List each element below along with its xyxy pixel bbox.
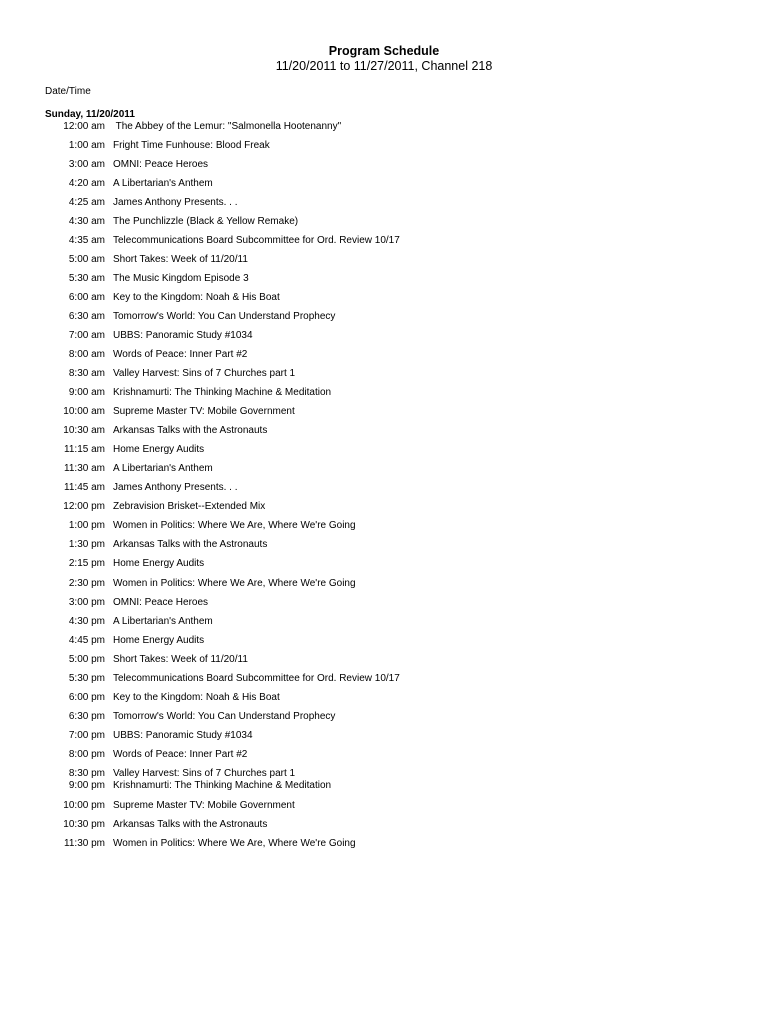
schedule-program: Short Takes: Week of 11/20/11: [113, 654, 248, 665]
schedule-time: 9:00 am: [68, 387, 105, 398]
schedule-program: A Libertarian's Anthem: [113, 463, 213, 474]
schedule-time: 1:00 am: [68, 140, 105, 151]
schedule-program: The Abbey of the Lemur: "Salmonella Hootenanny": [113, 121, 342, 132]
schedule-row: [0, 368, 768, 380]
schedule-row: [0, 463, 768, 475]
schedule-time: 7:00 am: [68, 330, 105, 341]
schedule-program: Words of Peace: Inner Part #2: [113, 349, 248, 360]
schedule-program: Tomorrow's World: You Can Understand Prophecy: [113, 311, 336, 322]
schedule-row: [0, 749, 768, 761]
schedule-row: [0, 520, 768, 532]
schedule-program: Arkansas Talks with the Astronauts: [113, 539, 268, 550]
schedule-time: 7:00 pm: [68, 730, 105, 741]
schedule-time: 10:30 pm: [63, 819, 105, 830]
schedule-row: [0, 654, 768, 666]
schedule-row: [0, 597, 768, 609]
schedule-time: 3:00 am: [68, 159, 105, 170]
schedule-program: Fright Time Funhouse: Blood Freak: [113, 140, 270, 151]
schedule-time: 4:35 am: [68, 235, 105, 246]
schedule-time: 5:00 am: [68, 254, 105, 265]
schedule-time: 8:30 am: [68, 368, 105, 379]
schedule-time: 4:30 am: [68, 216, 105, 227]
schedule-time: 11:15 am: [64, 444, 105, 455]
schedule-program: Telecommunications Board Subcommittee for Ord. Review 10/17: [113, 673, 400, 684]
schedule-time: 2:15 pm: [68, 558, 105, 569]
schedule-time: 4:25 am: [68, 197, 105, 208]
schedule-time: 12:00 am: [63, 121, 105, 132]
schedule-time: 9:00 pm: [68, 780, 105, 791]
schedule-row: [0, 311, 768, 323]
schedule-time: 8:30 pm: [68, 768, 105, 779]
schedule-program: OMNI: Peace Heroes: [113, 597, 209, 608]
schedule-row: [0, 235, 768, 247]
schedule-program: Words of Peace: Inner Part #2: [113, 749, 248, 760]
schedule-program: OMNI: Peace Heroes: [113, 159, 209, 170]
schedule-time: 6:00 am: [68, 292, 105, 303]
schedule-row: [0, 780, 768, 792]
schedule-program: Home Energy Audits: [113, 558, 205, 569]
schedule-time: 5:30 am: [68, 273, 105, 284]
schedule-row: [0, 838, 768, 850]
schedule-time: 5:30 pm: [68, 673, 105, 684]
schedule-program: Home Energy Audits: [113, 635, 205, 646]
schedule-row: [0, 692, 768, 704]
schedule-time: 10:30 am: [63, 425, 105, 436]
schedule-program: Krishnamurti: The Thinking Machine & Meditation: [113, 387, 332, 398]
schedule-time: 4:20 am: [68, 178, 105, 189]
schedule-program: The Punchlizzle (Black & Yellow Remake): [113, 216, 299, 227]
schedule-row: [0, 159, 768, 171]
schedule-program: Telecommunications Board Subcommittee for Ord. Review 10/17: [113, 235, 400, 246]
schedule-time: 8:00 pm: [68, 749, 105, 760]
schedule-program: UBBS: Panoramic Study #1034: [113, 730, 253, 741]
schedule-time: 6:30 am: [68, 311, 105, 322]
schedule-time: 10:00 pm: [63, 800, 105, 811]
schedule-program: Tomorrow's World: You Can Understand Prophecy: [113, 711, 336, 722]
schedule-program: James Anthony Presents. . .: [113, 197, 238, 208]
schedule-program: Supreme Master TV: Mobile Government: [113, 800, 295, 811]
schedule-time: 12:00 pm: [63, 501, 105, 512]
schedule-time: 11:45 am: [64, 482, 105, 493]
schedule-row: [0, 819, 768, 831]
schedule-time: 6:30 pm: [68, 711, 105, 722]
schedule-time: 11:30 am: [64, 463, 105, 474]
schedule-time: 8:00 am: [68, 349, 105, 360]
schedule-row: [0, 121, 768, 133]
schedule-program: Women in Politics: Where We Are, Where We're Going: [113, 838, 356, 849]
schedule-time: 5:00 pm: [68, 654, 105, 665]
schedule-program: Arkansas Talks with the Astronauts: [113, 819, 268, 830]
schedule-program: The Music Kingdom Episode 3: [113, 273, 249, 284]
page-title: Program Schedule: [328, 44, 440, 58]
schedule-program: Krishnamurti: The Thinking Machine & Meditation: [113, 780, 332, 791]
schedule-row: [0, 197, 768, 209]
schedule-program: James Anthony Presents. . .: [113, 482, 238, 493]
schedule-time: 3:00 pm: [68, 597, 105, 608]
schedule-program: Key to the Kingdom: Noah & His Boat: [113, 292, 280, 303]
schedule-row: [0, 292, 768, 304]
schedule-row: [0, 539, 768, 551]
schedule-row: [0, 387, 768, 399]
schedule-program: Valley Harvest: Sins of 7 Churches part 1: [113, 368, 296, 379]
schedule-row: [0, 254, 768, 266]
schedule-program: Supreme Master TV: Mobile Government: [113, 406, 295, 417]
schedule-program: Women in Politics: Where We Are, Where We're Going: [113, 520, 356, 531]
schedule-row: [0, 711, 768, 723]
schedule-program: A Libertarian's Anthem: [113, 178, 213, 189]
schedule-program: Short Takes: Week of 11/20/11: [113, 254, 248, 265]
schedule-program: Women in Politics: Where We Are, Where We're Going: [113, 578, 356, 589]
schedule-program: Valley Harvest: Sins of 7 Churches part 1: [113, 768, 296, 779]
schedule-program: Zebravision Brisket--Extended Mix: [113, 501, 266, 512]
schedule-row: [0, 482, 768, 494]
schedule-row: [0, 730, 768, 742]
schedule-row: [0, 425, 768, 437]
schedule-row: [0, 768, 768, 780]
schedule-row: [0, 578, 768, 590]
schedule-row: [0, 616, 768, 628]
schedule-row: [0, 216, 768, 228]
schedule-time: 1:00 pm: [68, 520, 105, 531]
schedule-row: [0, 273, 768, 285]
schedule-program: Home Energy Audits: [113, 444, 205, 455]
schedule-row: [0, 444, 768, 456]
schedule-row: [0, 406, 768, 418]
schedule-program: UBBS: Panoramic Study #1034: [113, 330, 253, 341]
schedule-row: [0, 501, 768, 513]
schedule-row: [0, 558, 768, 570]
schedule-row: [0, 635, 768, 647]
date-time-column-label: Date/Time: [45, 86, 91, 97]
schedule-row: [0, 140, 768, 152]
schedule-time: 6:00 pm: [68, 692, 105, 703]
schedule-time: 4:30 pm: [68, 616, 105, 627]
schedule-row: [0, 349, 768, 361]
schedule-row: [0, 800, 768, 812]
schedule-program: Arkansas Talks with the Astronauts: [113, 425, 268, 436]
day-heading: Sunday, 11/20/2011: [45, 109, 135, 120]
schedule-time: 10:00 am: [63, 406, 105, 417]
schedule-row: [0, 330, 768, 342]
schedule-time: 4:45 pm: [68, 635, 105, 646]
schedule-program: A Libertarian's Anthem: [113, 616, 213, 627]
schedule-time: 2:30 pm: [68, 578, 105, 589]
schedule-time: 11:30 pm: [64, 838, 105, 849]
page-subtitle: 11/20/2011 to 11/27/2011, Channel 218: [275, 59, 493, 73]
schedule-program: Key to the Kingdom: Noah & His Boat: [113, 692, 280, 703]
schedule-row: [0, 178, 768, 190]
schedule-time: 1:30 pm: [68, 539, 105, 550]
schedule-row: [0, 673, 768, 685]
